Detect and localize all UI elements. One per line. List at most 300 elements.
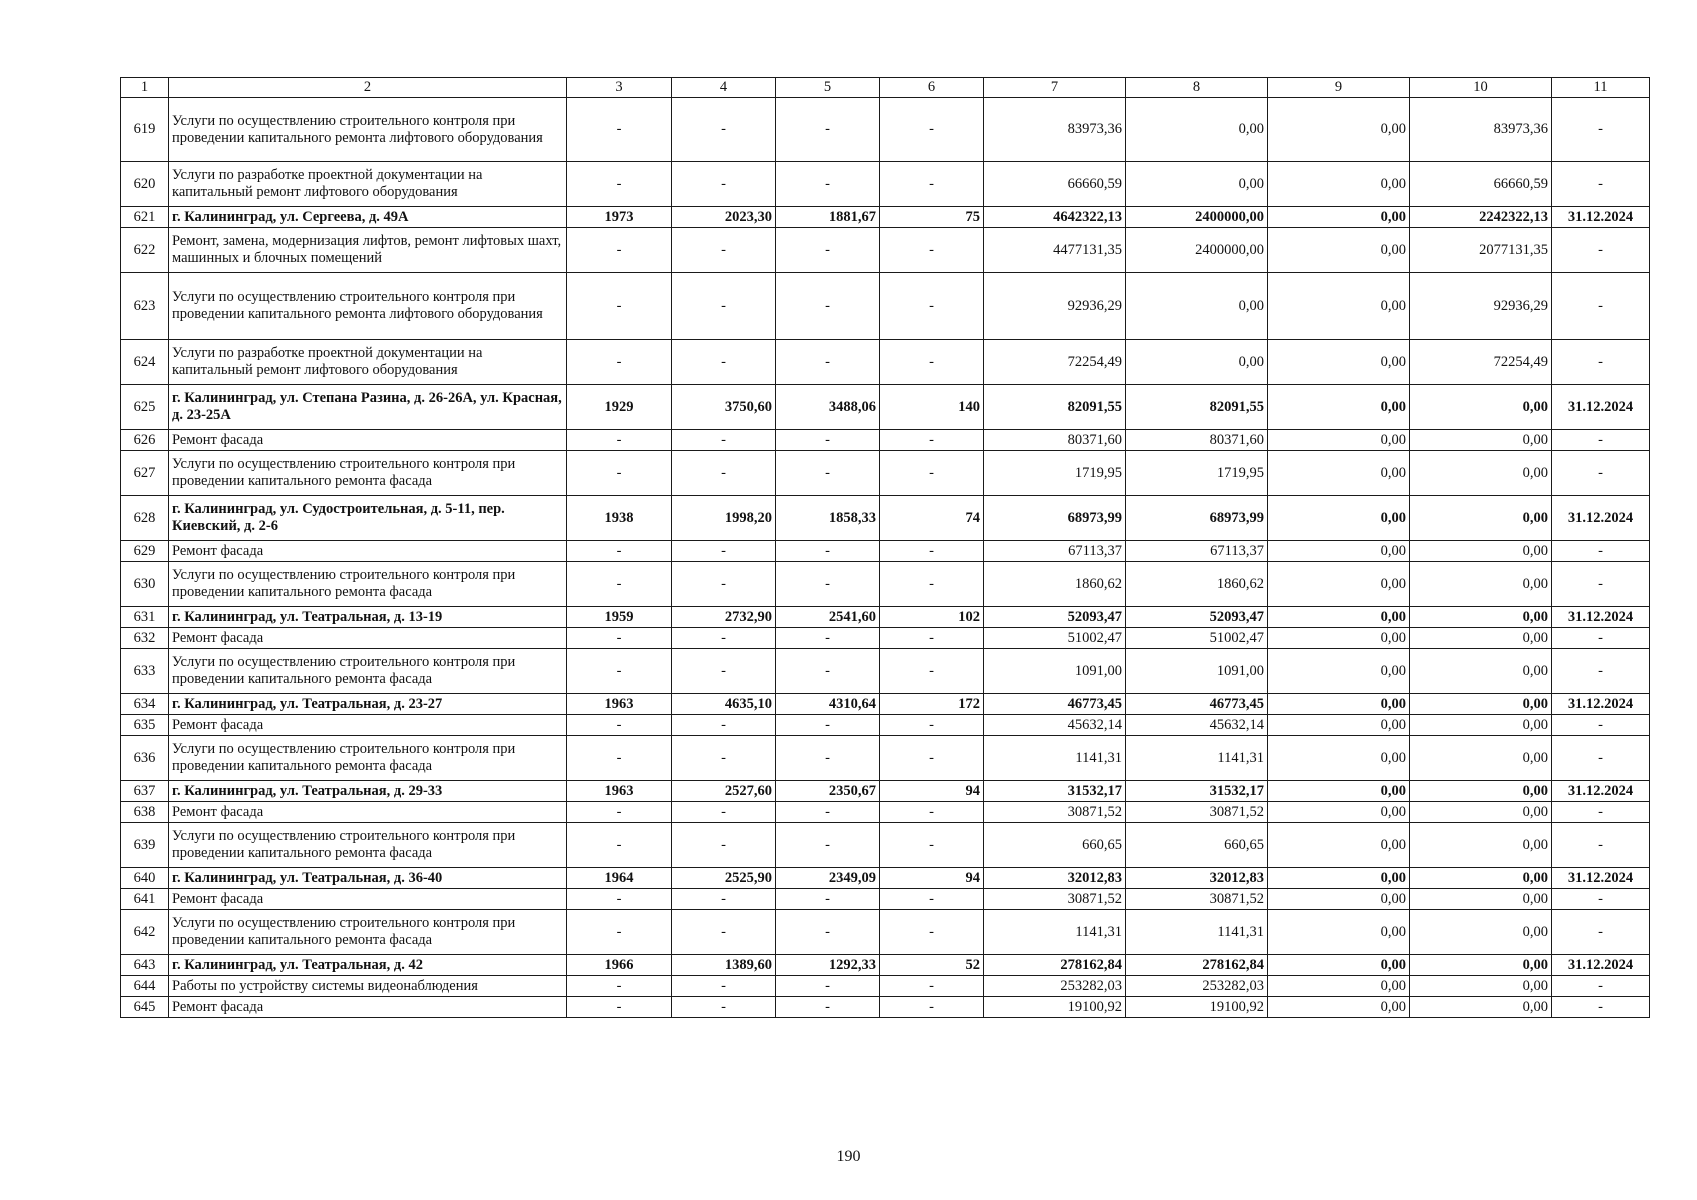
cell-row-number: 643	[121, 955, 169, 976]
cell-col-8: 46773,45	[1126, 694, 1268, 715]
cell-col-7: 51002,47	[984, 628, 1126, 649]
cell-col-10: 83973,36	[1410, 98, 1552, 162]
cell-col-7: 1091,00	[984, 649, 1126, 694]
cell-col-7: 30871,52	[984, 802, 1126, 823]
col-header-5: 5	[776, 78, 880, 98]
cell-description: Ремонт фасада	[169, 889, 567, 910]
cell-col-9: 0,00	[1268, 868, 1410, 889]
cell-col-6: -	[880, 228, 984, 273]
table-row	[121, 889, 1650, 910]
cell-col-9: 0,00	[1268, 976, 1410, 997]
table-row	[121, 715, 1650, 736]
cell-col-4: 4635,10	[672, 694, 776, 715]
table-row	[121, 802, 1650, 823]
cell-col-8: 1719,95	[1126, 451, 1268, 496]
table-row	[121, 451, 1650, 496]
table-header	[121, 78, 1650, 98]
col-header-4: 4	[672, 78, 776, 98]
cell-col-9: 0,00	[1268, 694, 1410, 715]
cell-col-3: -	[567, 628, 672, 649]
cell-row-number: 624	[121, 340, 169, 385]
cell-col-6: 94	[880, 868, 984, 889]
table-row	[121, 228, 1650, 273]
cell-col-8: 30871,52	[1126, 802, 1268, 823]
cell-description: Ремонт фасада	[169, 430, 567, 451]
cell-row-number: 641	[121, 889, 169, 910]
cell-col-11: -	[1552, 823, 1650, 868]
cell-col-4: -	[672, 273, 776, 340]
cell-col-11: 31.12.2024	[1552, 607, 1650, 628]
cell-col-5: -	[776, 889, 880, 910]
cell-col-11: -	[1552, 889, 1650, 910]
table-row	[121, 541, 1650, 562]
cell-col-8: 0,00	[1126, 162, 1268, 207]
cell-col-5: -	[776, 823, 880, 868]
col-header-8: 8	[1126, 78, 1268, 98]
cell-col-11: -	[1552, 228, 1650, 273]
cell-col-9: 0,00	[1268, 385, 1410, 430]
cell-col-5: 1858,33	[776, 496, 880, 541]
cell-col-8: 67113,37	[1126, 541, 1268, 562]
table-row	[121, 273, 1650, 340]
cell-col-11: 31.12.2024	[1552, 781, 1650, 802]
cell-description: г. Калининград, ул. Театральная, д. 36-40	[169, 868, 567, 889]
cell-col-3: -	[567, 228, 672, 273]
cell-col-4: -	[672, 976, 776, 997]
cell-row-number: 638	[121, 802, 169, 823]
cell-row-number: 626	[121, 430, 169, 451]
cell-description: г. Калининград, ул. Судостроительная, д. 5-11, пер. Киевский, д. 2-6	[169, 496, 567, 541]
cell-col-5: -	[776, 715, 880, 736]
cell-col-8: 1091,00	[1126, 649, 1268, 694]
cell-col-6: 74	[880, 496, 984, 541]
cell-col-5: 1292,33	[776, 955, 880, 976]
cell-col-6: -	[880, 736, 984, 781]
cell-col-8: 2400000,00	[1126, 228, 1268, 273]
cell-col-10: 0,00	[1410, 823, 1552, 868]
cell-col-8: 278162,84	[1126, 955, 1268, 976]
cell-col-5: -	[776, 340, 880, 385]
table-row	[121, 628, 1650, 649]
cell-col-7: 67113,37	[984, 541, 1126, 562]
cell-col-4: 2527,60	[672, 781, 776, 802]
cell-col-10: 0,00	[1410, 694, 1552, 715]
cell-col-9: 0,00	[1268, 162, 1410, 207]
cell-col-3: -	[567, 562, 672, 607]
cell-row-number: 623	[121, 273, 169, 340]
cell-col-6: -	[880, 649, 984, 694]
cell-description: г. Калининград, ул. Театральная, д. 13-19	[169, 607, 567, 628]
cell-col-4: -	[672, 162, 776, 207]
cell-col-7: 4477131,35	[984, 228, 1126, 273]
cell-col-11: 31.12.2024	[1552, 385, 1650, 430]
cell-description: Ремонт фасада	[169, 715, 567, 736]
cell-col-9: 0,00	[1268, 823, 1410, 868]
cell-description: г. Калининград, ул. Степана Разина, д. 26-26А, ул. Красная, д. 23-25А	[169, 385, 567, 430]
cell-col-9: 0,00	[1268, 955, 1410, 976]
cell-col-6: -	[880, 889, 984, 910]
cell-col-7: 45632,14	[984, 715, 1126, 736]
table-row	[121, 955, 1650, 976]
cell-description: Услуги по осуществлению строительного контроля при проведении капитального ремонта фасада	[169, 451, 567, 496]
cell-col-11: -	[1552, 649, 1650, 694]
cell-col-6: 94	[880, 781, 984, 802]
cell-col-11: 31.12.2024	[1552, 207, 1650, 228]
cell-col-10: 2242322,13	[1410, 207, 1552, 228]
cell-col-6: -	[880, 340, 984, 385]
cell-col-10: 0,00	[1410, 562, 1552, 607]
cell-col-11: -	[1552, 910, 1650, 955]
cell-col-11: -	[1552, 562, 1650, 607]
cell-col-5: 3488,06	[776, 385, 880, 430]
cell-col-6: -	[880, 976, 984, 997]
cell-col-4: -	[672, 649, 776, 694]
cell-col-7: 1141,31	[984, 910, 1126, 955]
cell-col-5: 2349,09	[776, 868, 880, 889]
cell-col-7: 19100,92	[984, 997, 1126, 1018]
cell-col-6: -	[880, 802, 984, 823]
cell-description: Услуги по осуществлению строительного контроля при проведении капитального ремонта фасада	[169, 823, 567, 868]
cell-row-number: 640	[121, 868, 169, 889]
cell-col-3: 1963	[567, 694, 672, 715]
cell-col-9: 0,00	[1268, 781, 1410, 802]
cell-col-7: 30871,52	[984, 889, 1126, 910]
cell-description: Услуги по осуществлению строительного контроля при проведении капитального ремонта лифтового оборудования	[169, 98, 567, 162]
cell-row-number: 639	[121, 823, 169, 868]
cell-row-number: 625	[121, 385, 169, 430]
cell-col-11: 31.12.2024	[1552, 955, 1650, 976]
cell-col-3: -	[567, 162, 672, 207]
cell-row-number: 622	[121, 228, 169, 273]
cell-col-3: 1929	[567, 385, 672, 430]
table-row	[121, 385, 1650, 430]
table-row	[121, 207, 1650, 228]
cell-col-7: 80371,60	[984, 430, 1126, 451]
column-number-row	[121, 78, 1650, 98]
col-header-11: 11	[1552, 78, 1650, 98]
cell-col-10: 0,00	[1410, 802, 1552, 823]
cell-col-8: 51002,47	[1126, 628, 1268, 649]
cell-col-3: -	[567, 649, 672, 694]
cell-col-7: 68973,99	[984, 496, 1126, 541]
cell-col-11: 31.12.2024	[1552, 694, 1650, 715]
table-row	[121, 868, 1650, 889]
col-header-7: 7	[984, 78, 1126, 98]
cell-col-7: 82091,55	[984, 385, 1126, 430]
cell-col-4: -	[672, 802, 776, 823]
cell-col-4: 2732,90	[672, 607, 776, 628]
cell-col-8: 0,00	[1126, 98, 1268, 162]
cell-col-9: 0,00	[1268, 607, 1410, 628]
cell-col-6: -	[880, 98, 984, 162]
cell-description: Услуги по разработке проектной документации на капитальный ремонт лифтового оборудования	[169, 340, 567, 385]
cell-col-6: -	[880, 715, 984, 736]
cell-row-number: 629	[121, 541, 169, 562]
table-row	[121, 649, 1650, 694]
cell-col-8: 660,65	[1126, 823, 1268, 868]
cell-col-6: -	[880, 562, 984, 607]
cell-col-5: -	[776, 802, 880, 823]
cell-col-11: -	[1552, 273, 1650, 340]
cell-col-11: -	[1552, 98, 1650, 162]
cell-col-8: 1141,31	[1126, 736, 1268, 781]
cell-col-11: -	[1552, 541, 1650, 562]
cell-description: Услуги по осуществлению строительного контроля при проведении капитального ремонта фасада	[169, 562, 567, 607]
cell-col-6: 52	[880, 955, 984, 976]
cell-col-3: 1938	[567, 496, 672, 541]
col-header-2: 2	[169, 78, 567, 98]
table-row	[121, 562, 1650, 607]
cell-col-3: 1963	[567, 781, 672, 802]
cell-col-7: 278162,84	[984, 955, 1126, 976]
table-row	[121, 607, 1650, 628]
cell-col-8: 45632,14	[1126, 715, 1268, 736]
cell-col-5: -	[776, 562, 880, 607]
cell-row-number: 642	[121, 910, 169, 955]
cell-col-8: 68973,99	[1126, 496, 1268, 541]
cell-col-9: 0,00	[1268, 207, 1410, 228]
cell-col-3: -	[567, 98, 672, 162]
cell-col-8: 80371,60	[1126, 430, 1268, 451]
cell-col-4: 3750,60	[672, 385, 776, 430]
cell-col-8: 1141,31	[1126, 910, 1268, 955]
cell-col-7: 253282,03	[984, 976, 1126, 997]
cell-col-3: 1959	[567, 607, 672, 628]
cell-col-9: 0,00	[1268, 715, 1410, 736]
cell-col-7: 1719,95	[984, 451, 1126, 496]
cell-col-9: 0,00	[1268, 649, 1410, 694]
cell-col-6: 172	[880, 694, 984, 715]
cell-col-7: 66660,59	[984, 162, 1126, 207]
cell-col-3: -	[567, 430, 672, 451]
cell-col-6: 75	[880, 207, 984, 228]
cell-col-5: -	[776, 649, 880, 694]
table-row	[121, 694, 1650, 715]
cell-row-number: 620	[121, 162, 169, 207]
cell-col-10: 0,00	[1410, 430, 1552, 451]
cell-col-7: 1860,62	[984, 562, 1126, 607]
cell-col-9: 0,00	[1268, 736, 1410, 781]
cell-col-10: 0,00	[1410, 868, 1552, 889]
cell-col-11: -	[1552, 162, 1650, 207]
table-row	[121, 910, 1650, 955]
cell-col-7: 1141,31	[984, 736, 1126, 781]
cell-col-9: 0,00	[1268, 273, 1410, 340]
cell-description: Ремонт фасада	[169, 802, 567, 823]
cell-description: Услуги по осуществлению строительного контроля при проведении капитального ремонта фасада	[169, 910, 567, 955]
cell-row-number: 628	[121, 496, 169, 541]
cell-col-7: 660,65	[984, 823, 1126, 868]
cell-description: Ремонт фасада	[169, 628, 567, 649]
cell-row-number: 634	[121, 694, 169, 715]
cell-col-11: -	[1552, 715, 1650, 736]
data-table	[120, 77, 1650, 1018]
cell-col-8: 1860,62	[1126, 562, 1268, 607]
cell-description: Услуги по осуществлению строительного контроля при проведении капитального ремонта фасада	[169, 736, 567, 781]
cell-col-5: -	[776, 997, 880, 1018]
cell-col-6: -	[880, 628, 984, 649]
cell-col-3: -	[567, 823, 672, 868]
cell-col-10: 0,00	[1410, 628, 1552, 649]
cell-col-10: 0,00	[1410, 715, 1552, 736]
cell-col-5: 1881,67	[776, 207, 880, 228]
table-row	[121, 430, 1650, 451]
cell-col-10: 0,00	[1410, 997, 1552, 1018]
cell-col-3: -	[567, 910, 672, 955]
page-number: 190	[836, 1148, 861, 1165]
cell-col-3: -	[567, 715, 672, 736]
cell-col-3: 1964	[567, 868, 672, 889]
cell-row-number: 636	[121, 736, 169, 781]
cell-row-number: 644	[121, 976, 169, 997]
cell-col-6: -	[880, 910, 984, 955]
cell-col-10: 0,00	[1410, 385, 1552, 430]
cell-col-4: -	[672, 228, 776, 273]
table-row	[121, 736, 1650, 781]
cell-description: Ремонт, замена, модернизация лифтов, ремонт лифтовых шахт, машинных и блочных помещений	[169, 228, 567, 273]
cell-col-6: -	[880, 823, 984, 868]
cell-col-11: 31.12.2024	[1552, 868, 1650, 889]
cell-col-7: 52093,47	[984, 607, 1126, 628]
cell-col-10: 0,00	[1410, 976, 1552, 997]
cell-col-5: -	[776, 976, 880, 997]
cell-col-5: -	[776, 736, 880, 781]
cell-description: Услуги по разработке проектной документации на капитальный ремонт лифтового оборудования	[169, 162, 567, 207]
col-header-1: 1	[121, 78, 169, 98]
cell-description: г. Калининград, ул. Сергеева, д. 49А	[169, 207, 567, 228]
cell-description: г. Калининград, ул. Театральная, д. 42	[169, 955, 567, 976]
cell-col-10: 2077131,35	[1410, 228, 1552, 273]
table-row	[121, 976, 1650, 997]
cell-col-5: -	[776, 451, 880, 496]
cell-col-9: 0,00	[1268, 562, 1410, 607]
cell-col-10: 0,00	[1410, 541, 1552, 562]
cell-col-5: -	[776, 98, 880, 162]
cell-col-3: 1973	[567, 207, 672, 228]
cell-col-4: -	[672, 98, 776, 162]
cell-col-4: -	[672, 889, 776, 910]
cell-col-7: 83973,36	[984, 98, 1126, 162]
cell-col-4: -	[672, 910, 776, 955]
cell-row-number: 632	[121, 628, 169, 649]
cell-col-7: 92936,29	[984, 273, 1126, 340]
table-row	[121, 496, 1650, 541]
cell-col-4: -	[672, 997, 776, 1018]
cell-col-3: -	[567, 541, 672, 562]
cell-col-10: 0,00	[1410, 649, 1552, 694]
table-body	[121, 98, 1650, 1018]
cell-row-number: 645	[121, 997, 169, 1018]
cell-col-9: 0,00	[1268, 889, 1410, 910]
table-row	[121, 162, 1650, 207]
cell-col-8: 2400000,00	[1126, 207, 1268, 228]
cell-col-4: -	[672, 562, 776, 607]
cell-row-number: 619	[121, 98, 169, 162]
cell-col-8: 19100,92	[1126, 997, 1268, 1018]
cell-col-4: 1389,60	[672, 955, 776, 976]
cell-col-4: 2023,30	[672, 207, 776, 228]
cell-col-4: -	[672, 451, 776, 496]
cell-description: г. Калининград, ул. Театральная, д. 23-27	[169, 694, 567, 715]
cell-row-number: 635	[121, 715, 169, 736]
cell-col-10: 0,00	[1410, 781, 1552, 802]
cell-col-3: -	[567, 340, 672, 385]
table-row	[121, 340, 1650, 385]
cell-col-7: 4642322,13	[984, 207, 1126, 228]
cell-col-10: 92936,29	[1410, 273, 1552, 340]
cell-col-5: -	[776, 910, 880, 955]
cell-col-3: -	[567, 889, 672, 910]
cell-col-4: -	[672, 340, 776, 385]
table-row	[121, 997, 1650, 1018]
cell-col-4: 1998,20	[672, 496, 776, 541]
cell-col-9: 0,00	[1268, 430, 1410, 451]
cell-col-9: 0,00	[1268, 228, 1410, 273]
cell-col-11: -	[1552, 976, 1650, 997]
cell-col-11: -	[1552, 997, 1650, 1018]
cell-row-number: 630	[121, 562, 169, 607]
col-header-9: 9	[1268, 78, 1410, 98]
cell-col-10: 66660,59	[1410, 162, 1552, 207]
cell-col-11: -	[1552, 340, 1650, 385]
cell-col-6: 102	[880, 607, 984, 628]
cell-col-4: -	[672, 430, 776, 451]
cell-col-10: 0,00	[1410, 607, 1552, 628]
cell-col-8: 30871,52	[1126, 889, 1268, 910]
cell-col-6: -	[880, 273, 984, 340]
cell-col-10: 0,00	[1410, 496, 1552, 541]
cell-description: Услуги по осуществлению строительного контроля при проведении капитального ремонта лифтового оборудования	[169, 273, 567, 340]
col-header-6: 6	[880, 78, 984, 98]
cell-col-8: 82091,55	[1126, 385, 1268, 430]
cell-col-6: -	[880, 162, 984, 207]
cell-row-number: 633	[121, 649, 169, 694]
cell-col-6: -	[880, 997, 984, 1018]
cell-col-4: -	[672, 541, 776, 562]
cell-col-11: 31.12.2024	[1552, 496, 1650, 541]
cell-col-3: -	[567, 736, 672, 781]
cell-col-4: 2525,90	[672, 868, 776, 889]
cell-col-5: -	[776, 430, 880, 451]
cell-col-5: -	[776, 273, 880, 340]
cell-description: Ремонт фасада	[169, 997, 567, 1018]
cell-row-number: 637	[121, 781, 169, 802]
cell-col-5: -	[776, 162, 880, 207]
cell-col-3: 1966	[567, 955, 672, 976]
cell-col-11: -	[1552, 451, 1650, 496]
cell-col-7: 72254,49	[984, 340, 1126, 385]
cell-col-7: 46773,45	[984, 694, 1126, 715]
cell-col-10: 0,00	[1410, 451, 1552, 496]
cell-col-10: 0,00	[1410, 910, 1552, 955]
cell-col-6: 140	[880, 385, 984, 430]
cell-col-5: -	[776, 628, 880, 649]
cell-col-9: 0,00	[1268, 997, 1410, 1018]
cell-col-5: -	[776, 541, 880, 562]
cell-col-3: -	[567, 976, 672, 997]
cell-col-11: -	[1552, 802, 1650, 823]
cell-col-6: -	[880, 541, 984, 562]
cell-col-8: 31532,17	[1126, 781, 1268, 802]
cell-col-8: 32012,83	[1126, 868, 1268, 889]
cell-col-9: 0,00	[1268, 802, 1410, 823]
cell-col-9: 0,00	[1268, 98, 1410, 162]
cell-col-3: -	[567, 997, 672, 1018]
cell-col-9: 0,00	[1268, 628, 1410, 649]
cell-col-5: 2541,60	[776, 607, 880, 628]
cell-description: Ремонт фасада	[169, 541, 567, 562]
cell-col-4: -	[672, 715, 776, 736]
